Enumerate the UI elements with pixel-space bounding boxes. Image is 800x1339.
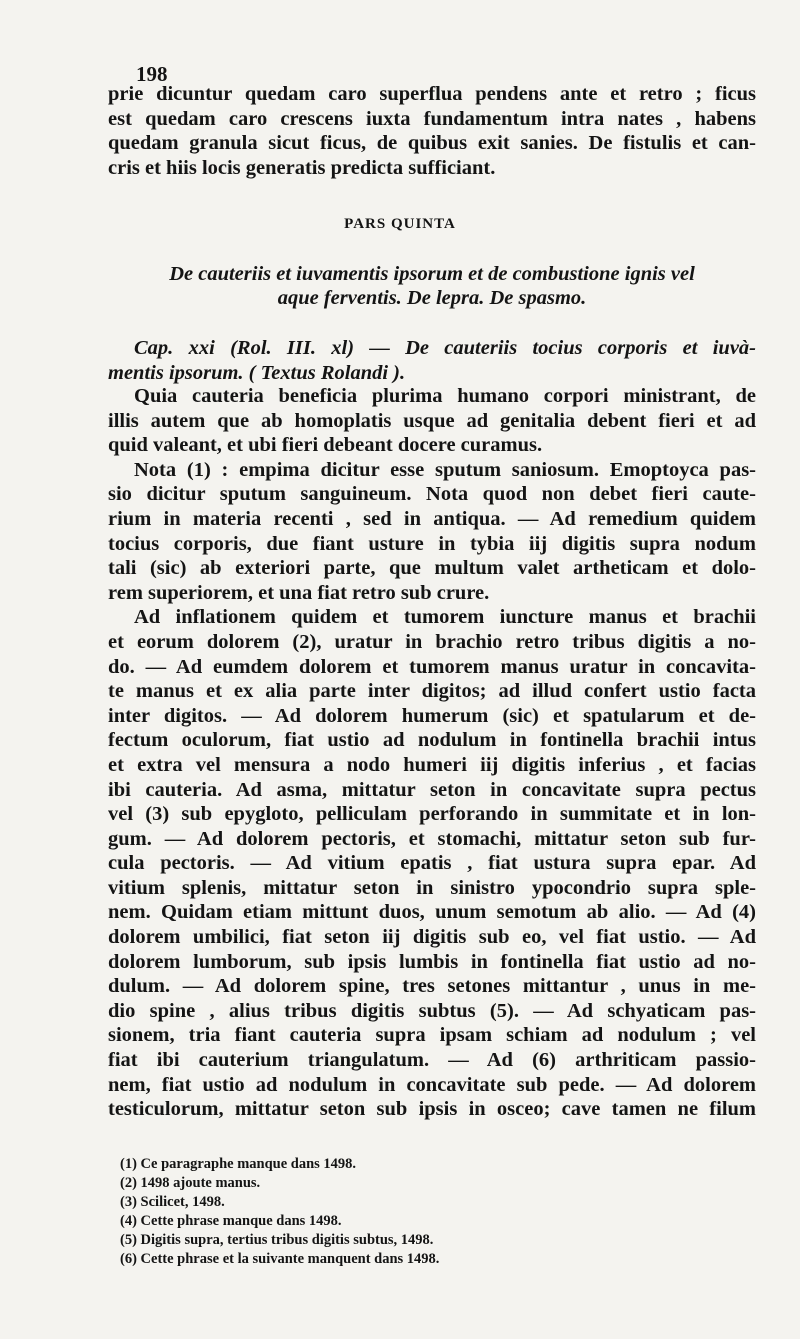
footnotes [120,1155,740,1269]
text-line: rium in materia recenti , sed in antiqua. — Ad remedium quidem [108,507,756,530]
text-line: Nota (1) : empima dicitur esse sputum saniosum. Emoptoyca pas- [134,458,756,481]
title-line: De cauteriis et iuvamentis ipsorum et de combustione ignis vel [169,263,695,285]
text-line: Ad inflationem quidem et tumorem iuncture manus et brachii [134,606,756,629]
footnote-text: Cette phrase manque dans 1498. [140,1213,342,1229]
text-line: fiat ibi cauterium triangulatum. — Ad (6) arthriticam passio- [108,1049,756,1072]
text-line: vel (3) sub epygloto, pelliculam perforando in summitate et in lon- [108,803,756,826]
text-line: te manus et ex alia parte inter digitos; ad illud confert ustio facta [108,680,756,703]
section-heading: PARS QUINTA [344,216,456,232]
footnote-mark: (3) [120,1194,137,1210]
text-line: testiculorum, mittatur seton sub ipsis in osceo; cave tamen ne filum [108,1098,756,1121]
footnote-mark: (1) [120,1156,137,1172]
text-line: ibi cauteria. Ad asma, mittatur seton in concavitate supra pectus [108,778,756,801]
text-line: est quedam caro crescens iuxta fundamentum intra nates , habens [108,107,756,130]
text-line: dio spine , alius tribus digitis subtus (5). — Ad schyaticam pas- [108,999,756,1022]
title-line: aque ferventis. De lepra. De spasmo. [277,287,587,309]
chapter-heading [108,336,756,385]
text-line: cris et hiis locis generatis predicta sufficiant. [108,156,496,179]
text-line: nem. Quidam etiam mittunt duos, unum semotum ab alio. — Ad (4) [108,901,756,924]
text-line: rem superiorem, et una fiat retro sub crure. [108,581,490,604]
text-line: tali (sic) ab exteriori parte, que multum valet artheticam et dolo- [108,557,756,580]
footnote-text: Digitis supra, tertius tribus digitis subtus, 1498. [140,1232,434,1248]
footnote [120,1193,740,1212]
text-line: sio dicitur sputum sanguineum. Nota quod non debet fieri caute- [108,483,756,506]
text-line: prie dicuntur quedam caro superflua pendens ante et retro ; ficus [108,83,756,105]
text-line: et extra vel mensura a nodo humeri iij digitis inferius , et facias [108,753,756,776]
text-line: illis autem que ab homoplatis usque ad genitalia debent fieri et ad [108,409,756,432]
text-line: quid valeant, et ubi fieri debeant docere curamus. [108,434,543,457]
footnote-mark: (6) [120,1251,137,1267]
footnote [120,1231,740,1250]
chapter-body [108,384,756,1122]
text-line: tocius corporis, due fiant usture in tybia iij digitis supra nodum [108,532,756,555]
section-title [108,262,756,310]
footnote [120,1174,740,1193]
text-line: nem, fiat ustio ad nodulum in concavitate sub pede. — Ad dolorem [108,1073,756,1096]
text-line: quedam granula sicut ficus, de quibus exit sanies. De fistulis et can- [108,132,756,155]
text-line: do. — Ad eumdem dolorem et tumorem manus uratur in concavita- [108,655,756,678]
text-line: dolorem umbilici, fiat seton iij digitis sub eo, vel fiat ustio. — Ad [108,926,756,949]
intro-paragraph [108,82,756,180]
chapter-heading-line: Cap. xxi (Rol. III. xl) — De cauteriis tocius corporis et iuvà- [134,337,756,359]
footnote-mark: (4) [120,1213,137,1229]
text-line: fectum oculorum, fiat ustio ad nodulum in fontinella brachii intus [108,729,756,752]
text-line: inter digitos. — Ad dolorem humerum (sic) et spatularum et de- [108,704,756,727]
text-line: et eorum dolorem (2), uratur in brachio retro tribus digitis a no- [108,630,756,653]
chapter-heading-line: mentis ipsorum. ( Textus Rolandi ). [108,361,406,384]
footnote-text: Cette phrase et la suivante manquent dans 1498. [140,1251,440,1267]
text-line: cula pectoris. — Ad vitium epatis , fiat ustura supra epar. Ad [108,852,756,875]
footnote-text: Ce paragraphe manque dans 1498. [140,1156,357,1172]
text-line: dolorem lumborum, sub ipsis lumbis in fontinella fiat ustio ad no- [108,950,756,973]
footnote-text: Scilicet, 1498. [140,1194,225,1210]
footnote [120,1155,740,1174]
footnote [120,1250,740,1269]
footnote-mark: (2) [120,1175,137,1191]
footnote-mark: (5) [120,1232,137,1248]
text-line: gum. — Ad dolorem pectoris, et stomachi, mittatur seton sub fur- [108,827,756,850]
text-line: vitium splenis, mittatur seton in sinistro ypocondrio supra sple- [108,876,756,899]
page-number: 198 [136,62,168,86]
footnote [120,1212,740,1231]
text-line: Quia cauteria beneficia plurima humano corpori ministrant, de [134,385,756,407]
footnote-text: 1498 ajoute manus. [140,1175,261,1191]
text-line: dulum. — Ad dolorem spine, tres setones mittantur , unus in me- [108,975,756,998]
text-line: sionem, tria fiant cauteria supra ipsam schiam ad nodulum ; vel [108,1024,756,1047]
